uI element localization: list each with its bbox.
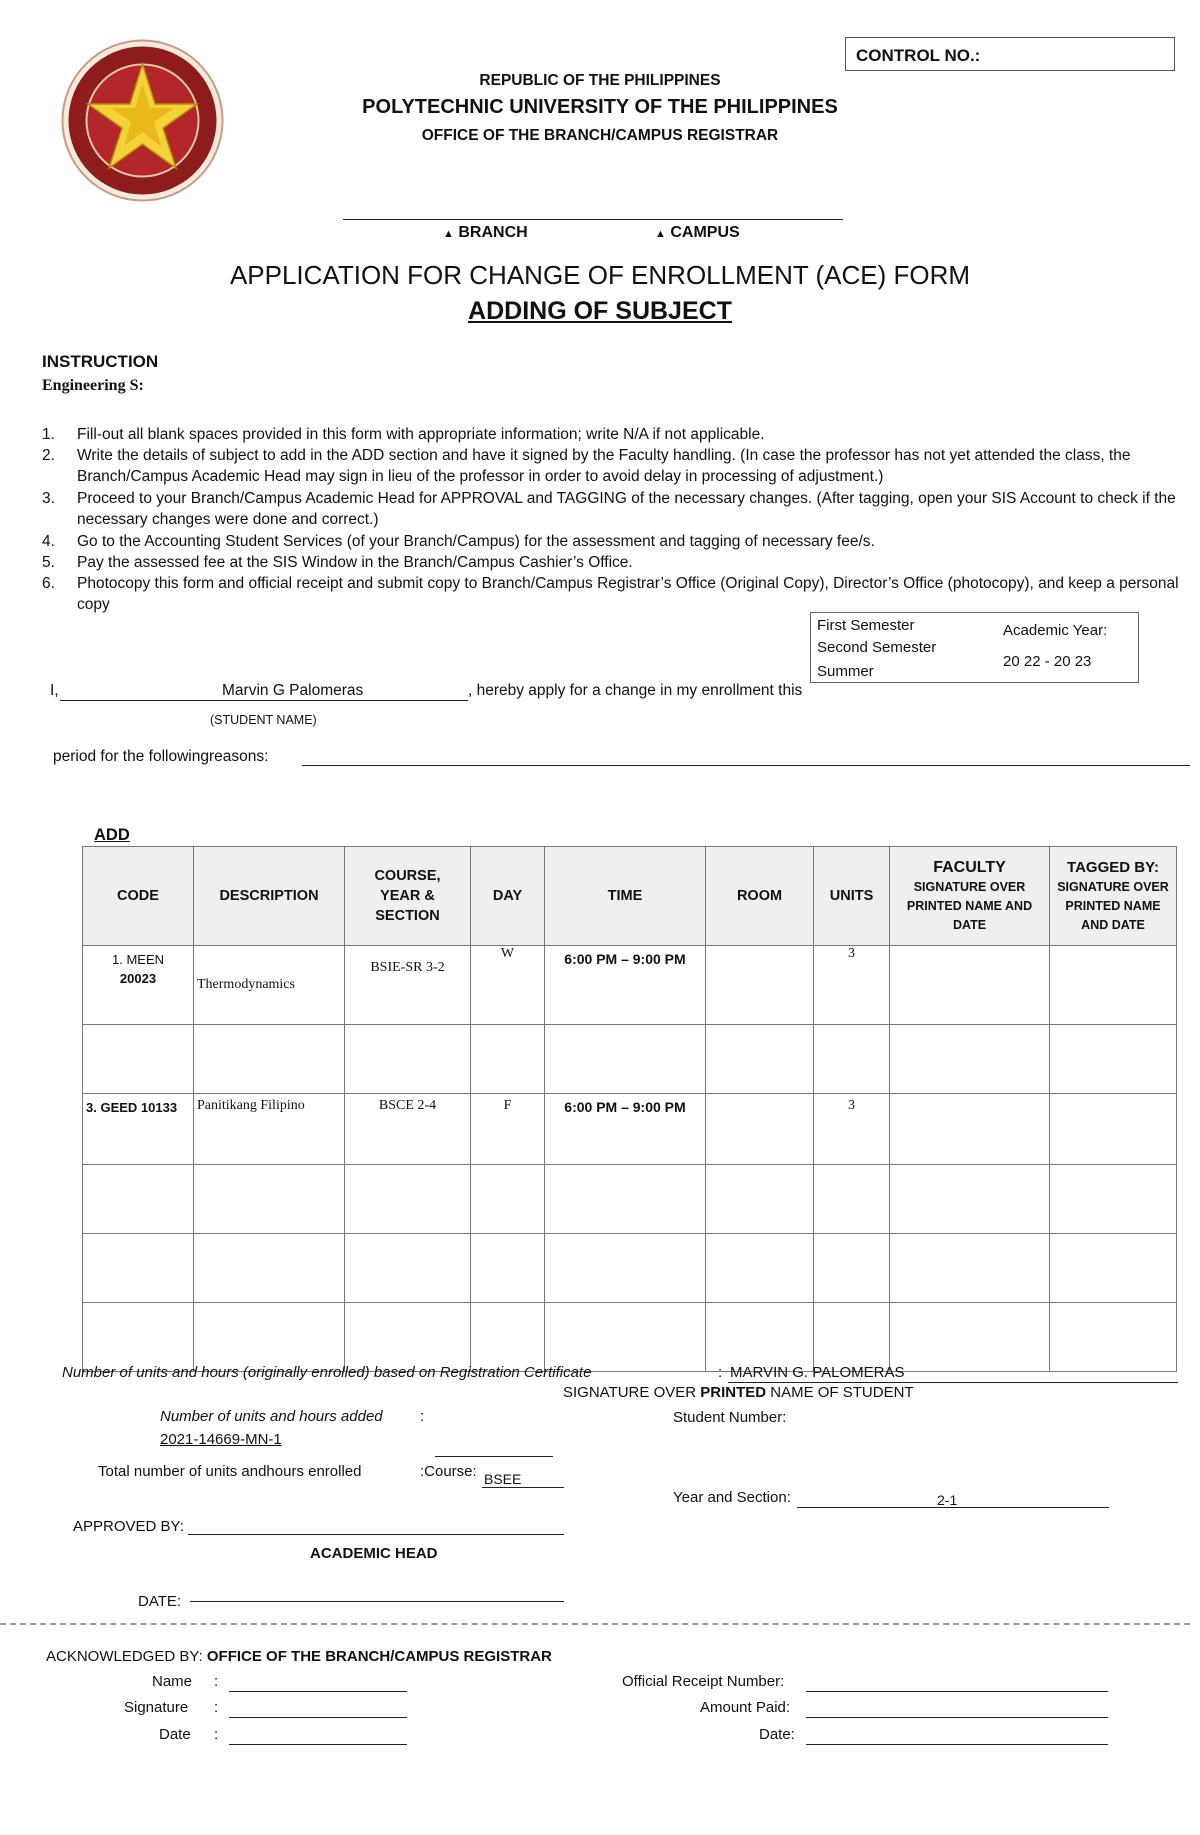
units-cell[interactable]: 3 [814, 1094, 890, 1165]
semester-box [810, 612, 1139, 683]
second-semester-option[interactable]: Second Semester [817, 639, 937, 656]
ack-name-colon: : [214, 1673, 219, 1690]
table-row [83, 1165, 1177, 1234]
amount-paid-label: Amount Paid: [700, 1699, 791, 1716]
receipt-number-line[interactable] [806, 1691, 1108, 1692]
description-cell[interactable] [194, 1234, 345, 1303]
seal-icon [60, 38, 225, 203]
campus-label: CAMPUS [670, 224, 740, 241]
table-row [83, 946, 1177, 1025]
time-cell[interactable] [545, 1303, 706, 1372]
student-name-value[interactable]: Marvin G Palomeras [222, 682, 364, 699]
ack-date-colon: : [214, 1726, 219, 1743]
code-cell[interactable] [83, 1234, 194, 1303]
faculty-signature-cell[interactable] [890, 946, 1050, 1025]
tagged-signature-cell[interactable] [1050, 1025, 1177, 1094]
time-cell[interactable] [545, 1234, 706, 1303]
course-line[interactable] [482, 1487, 564, 1488]
form-title: APPLICATION FOR CHANGE OF ENROLLMENT (ACE) FORM [229, 260, 971, 290]
table-row [83, 1303, 1177, 1372]
units-header: UNITS [814, 847, 890, 946]
branch-option[interactable] [443, 224, 528, 242]
student-name-line[interactable] [60, 700, 468, 701]
control-number-box[interactable] [845, 37, 1175, 71]
applicant-statement: , hereby apply for a change in my enrollment this [468, 682, 803, 699]
faculty-signature-cell[interactable] [890, 1025, 1050, 1094]
units-added-colon: : [420, 1408, 425, 1425]
tagged-subtitle: SIGNATURE OVER PRINTED NAME AND DATE [1057, 879, 1169, 932]
table-row [83, 1025, 1177, 1094]
code-cell[interactable]: 1. MEEN 20023 [83, 946, 194, 1025]
ack-name-label: Name [152, 1673, 193, 1690]
units-cell[interactable] [814, 1025, 890, 1094]
time-cell[interactable]: 6:00 PM – 9:00 PM [545, 946, 706, 1025]
table-header-row [83, 847, 1177, 946]
course-cell[interactable]: BSCE 2-4 [345, 1094, 471, 1165]
units-cell[interactable] [814, 1303, 890, 1372]
tagged-signature-cell[interactable] [1050, 946, 1177, 1025]
first-semester-option[interactable]: First Semester [817, 617, 915, 634]
student-signature-line[interactable] [728, 1382, 1178, 1383]
room-header: ROOM [706, 847, 814, 946]
code-header: CODE [83, 847, 194, 946]
faculty-subtitle: SIGNATURE OVER PRINTED NAME AND DATE [906, 879, 1033, 932]
acknowledged-by-label: ACKNOWLEDGED BY: OFFICE OF THE BRANCH/CAMPUS REGISTRAR [46, 1648, 552, 1665]
units-cell[interactable] [814, 1165, 890, 1234]
academic-year-label: Academic Year: [1003, 622, 1108, 639]
student-signature-caption: SIGNATURE OVER PRINTED NAME OF STUDENT [563, 1384, 914, 1401]
instruction-heading: INSTRUCTION [42, 352, 159, 371]
university-name: POLYTECHNIC UNIVERSITY OF THE PHILIPPINES [362, 96, 838, 118]
ack-name-line[interactable] [229, 1691, 407, 1692]
time-header: TIME [545, 847, 706, 946]
course-value[interactable]: BSEE [484, 1471, 522, 1487]
tagged-title: TAGGED BY: [1067, 858, 1159, 876]
add-subject-table [82, 846, 1177, 1372]
course-cell[interactable] [345, 1303, 471, 1372]
form-subtitle: ADDING OF SUBJECT [468, 297, 732, 325]
description-cell[interactable] [194, 1165, 345, 1234]
course-cell[interactable] [345, 1025, 471, 1094]
office-name: OFFICE OF THE BRANCH/CAMPUS REGISTRAR [421, 127, 779, 144]
room-cell[interactable] [706, 1303, 814, 1372]
course-header: COURSE, YEAR & SECTION [345, 847, 471, 946]
year-section-value[interactable]: 2-1 [937, 1492, 958, 1508]
cut-line-divider [0, 1623, 1190, 1625]
tagged-signature-cell[interactable] [1050, 1094, 1177, 1165]
code-cell[interactable] [83, 1165, 194, 1234]
course-cell[interactable]: BSIE-SR 3-2 [345, 946, 471, 1025]
student-signature-name[interactable]: MARVIN G. PALOMERAS [730, 1364, 905, 1381]
day-cell[interactable]: F [471, 1094, 545, 1165]
faculty-signature-cell[interactable] [890, 1094, 1050, 1165]
university-seal [60, 38, 225, 203]
code-cell[interactable] [83, 1025, 194, 1094]
day-cell[interactable] [471, 1025, 545, 1094]
units-original-colon: : [718, 1364, 723, 1381]
tagged-signature-cell[interactable] [1050, 1303, 1177, 1372]
summer-option[interactable]: Summer [817, 663, 874, 680]
day-cell[interactable] [471, 1234, 545, 1303]
description-cell[interactable] [194, 1303, 345, 1372]
campus-option[interactable] [655, 224, 740, 242]
triangle-icon: ▲ [655, 228, 666, 240]
amount-paid-line[interactable] [806, 1717, 1108, 1718]
ack-signature-label: Signature [124, 1699, 189, 1716]
tagged-signature-cell[interactable] [1050, 1234, 1177, 1303]
branch-label: BRANCH [458, 224, 528, 241]
room-cell[interactable] [706, 1234, 814, 1303]
time-cell[interactable] [545, 1025, 706, 1094]
ack-date-label: Date [159, 1726, 191, 1743]
faculty-signature-cell[interactable] [890, 1234, 1050, 1303]
faculty-title: FACULTY [933, 858, 1006, 876]
description-cell[interactable]: Thermodynamics [194, 946, 345, 1025]
ack-signature-line[interactable] [229, 1717, 407, 1718]
day-cell[interactable]: W [471, 946, 545, 1025]
units-cell[interactable]: 3 [814, 946, 890, 1025]
room-cell[interactable] [706, 1094, 814, 1165]
triangle-icon: ▲ [443, 228, 454, 240]
description-cell[interactable]: Panitikang Filipino [194, 1094, 345, 1165]
tagged-signature-cell[interactable] [1050, 1165, 1177, 1234]
table-row [83, 1094, 1177, 1165]
control-number-label: CONTROL NO.: [856, 46, 981, 65]
student-number-label: Student Number: [673, 1409, 787, 1426]
units-cell[interactable] [814, 1234, 890, 1303]
tagged-header [1050, 847, 1177, 946]
description-header: DESCRIPTION [194, 847, 345, 946]
add-section-label: ADD [94, 826, 130, 844]
approved-by-label: APPROVED BY: [73, 1518, 184, 1535]
applicant-prefix: I, [50, 682, 59, 699]
course-cell[interactable] [345, 1234, 471, 1303]
handwritten-note: Engineering S: [42, 377, 144, 394]
total-units-label: Total number of units andhours enrolled [98, 1463, 362, 1480]
code-cell[interactable]: 3. GEED 10133 [83, 1094, 194, 1165]
faculty-signature-cell[interactable] [890, 1303, 1050, 1372]
approval-date-label: DATE: [138, 1593, 182, 1610]
student-number-value[interactable]: 2021-14669-MN-1 [160, 1431, 282, 1448]
faculty-signature-cell[interactable] [890, 1165, 1050, 1234]
day-cell[interactable] [471, 1303, 545, 1372]
ack-date-right-line[interactable] [806, 1744, 1108, 1745]
reasons-field[interactable] [302, 765, 1190, 766]
time-cell[interactable]: 6:00 PM – 9:00 PM [545, 1094, 706, 1165]
academic-head-caption: ACADEMIC HEAD [310, 1545, 438, 1562]
room-cell[interactable] [706, 1025, 814, 1094]
day-cell[interactable] [471, 1165, 545, 1234]
course-cell[interactable] [345, 1165, 471, 1234]
units-added-label: Number of units and hours added [160, 1408, 383, 1425]
reasons-label: period for the followingreasons: [53, 748, 269, 765]
instruction-list: 1. Fill-out all blank spaces provided in this form with appropriate information; write N/A if not applicable. 2. Write the details of subject to add in the ADD section and have it signed by the Faculty handling. (In case the professor has not yet attended the class, the Branch/Campus Academic Head may sign in lieu of the professor in order to avoid delay in processing of adjustment.) 3. Proceed to your Branch/Campus Academic Head for APPROVAL and TAGGING of the necessary changes. (After tagging, open your SIS Account to check if the necessary changes were done and correct.) 4. Go to the Accounting Student Services (of your Branch/Campus) for the assessment and tagging of necessary fee/s. 5. Pay the assessed fee at the SIS Window in the Branch/Campus Cashier’s Office. 6. Photocopy this form and official receipt and submit copy to Branch/Campus Registrar’s Office (Original Copy), Director’s Office (photocopy), and keep a personal copy [42, 426, 1179, 613]
faculty-header [890, 847, 1050, 946]
branch-campus-line[interactable] [343, 219, 843, 220]
course-label: :Course: [420, 1463, 477, 1480]
table-row [83, 1234, 1177, 1303]
republic-line: REPUBLIC OF THE PHILIPPINES [479, 72, 721, 89]
description-cell[interactable] [194, 1025, 345, 1094]
units-original-label: Number of units and hours (originally enrolled) based on Registration Certificate [62, 1364, 592, 1381]
year-section-label: Year and Section: [673, 1489, 791, 1506]
approved-by-line[interactable] [188, 1534, 564, 1535]
day-header: DAY [471, 847, 545, 946]
receipt-number-label: Official Receipt Number: [622, 1673, 785, 1690]
academic-year-value[interactable]: 20 22 - 20 23 [1003, 653, 1092, 670]
student-name-caption: (STUDENT NAME) [210, 713, 317, 727]
units-added-line[interactable] [435, 1456, 553, 1457]
room-cell[interactable] [706, 1165, 814, 1234]
code-cell[interactable] [83, 1303, 194, 1372]
ack-date-line[interactable] [229, 1744, 407, 1745]
time-cell[interactable] [545, 1165, 706, 1234]
room-cell[interactable] [706, 946, 814, 1025]
approval-date-line[interactable] [190, 1601, 564, 1602]
ack-date-right-label: Date: [759, 1726, 795, 1743]
ack-signature-colon: : [214, 1699, 219, 1716]
